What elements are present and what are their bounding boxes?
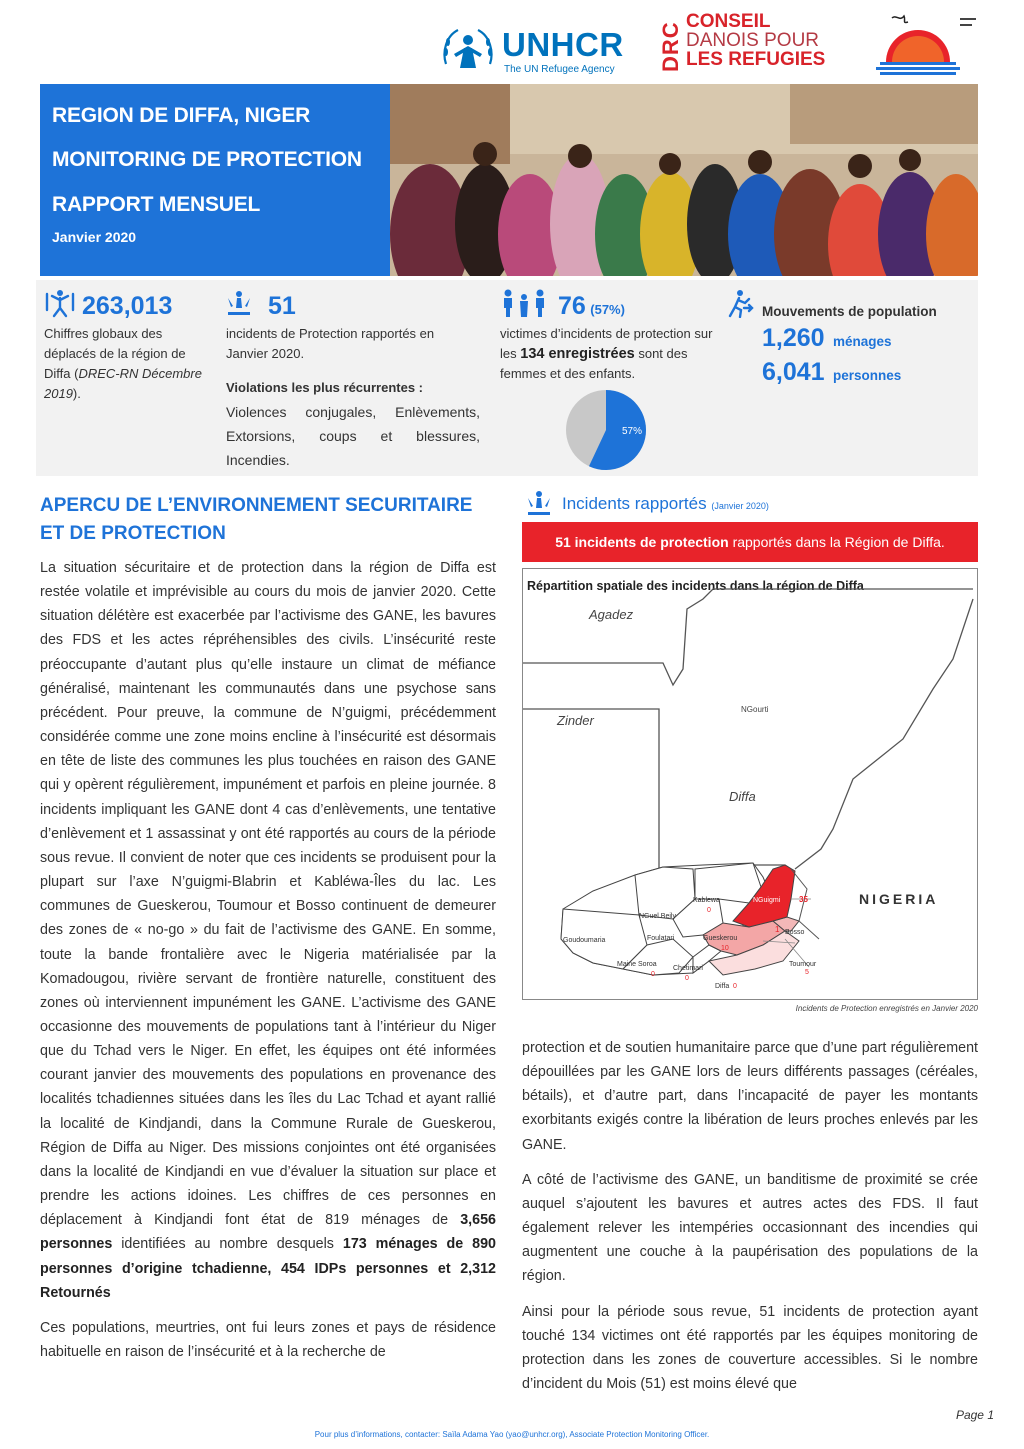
map-value-chetimari: 0 [685,975,689,982]
right-paragraph-2: A côté de l’activisme des GANE, un banditisme de proximité se crée auquel s’ajoutent les bavures et autres actes des FDS. Il faut également relever les intempéries occasionnant des incendies qui augmentent une couche à la paupérisation des populations de la région. [522,1171,978,1285]
report-title-region: REGION DE DIFFA, NIGER [52,104,311,127]
report-title-type: RAPPORT MENSUEL [52,193,261,216]
map-value-bosso: 1 [775,925,780,934]
map-value-diffa: 0 [733,983,737,990]
moving-person-icon [722,288,754,318]
drc-logo [658,12,838,76]
victims-value: 76 [558,292,586,320]
map-value-toumour: 5 [805,969,809,976]
victims-percent: (57%) [590,302,625,317]
map-label-mainesoroa: Maine Soroa [617,961,657,968]
right-column-text [522,1036,978,1407]
households-value: 1,260 [762,324,825,352]
incidents-value: 51 [268,292,296,320]
right-paragraph-3: Ainsi pour la période sous revue, 51 incidents de protection ayant touché 134 victimes ont été rapportés par les équipes monitoring de protection dans les zones de couverture accessibles. Si le nombre d’incident du Mois (51) est moins élevé que [522,1303,978,1393]
displaced-text: Chiffres globaux des déplacés de la région de Diffa ( [44,326,186,381]
article-paragraph-2: Ces populations, meurtries, ont fui leurs zones et pays de résidence habituelle en raison de l’insécurité et à la recherche de [40,1319,496,1360]
displaced-person-icon [44,288,76,318]
map-label-agadez: Agadez [589,607,634,622]
family-icon [500,288,548,318]
map-label-nguelbely: NGuel Beily [639,913,676,920]
victims-registered: 134 enregistrées [520,346,635,362]
displaced-value: 263,013 [82,292,173,320]
map-label-bosso: Bosso [785,929,805,936]
drc-line-3: LES REFUGIES [686,49,826,70]
incidents-text: incidents de Protection rapportés en Janvier 2020. [226,326,435,361]
page-number: Page 1 [955,1408,994,1422]
persons-value: 6,041 [762,358,825,386]
report-title-box [40,84,390,276]
incidents-heading-label: Incidents rapportés [562,494,707,513]
report-title-monitoring: MONITORING DE PROTECTION [52,148,362,171]
incident-icon [224,288,254,318]
persons-label: personnes [833,368,902,383]
victims-pie-chart [564,388,648,472]
map-title: Répartition spatiale des incidents dans la région de Diffa [527,579,864,593]
article-paragraph-1: La situation sécuritaire et de protection dans la région de Diffa est restée volatile et imprévisible au cours du mois de janvier 2020. Cette situation délétère est exacerbée par l’activisme des GANE, les bavures des FDS et les actes répréhensibles des civils. L’insécurité reste préoccupante d’autant plus qu’elle instaure un climat de méfiance généralisé, maintenant les communautés dans une psychose sans précédent. Pour preuve, la commune de N’guigmi, précédemment considérée comme une zone moins encline à l’insécurité est désormais en tête de liste des communes les plus touchées en raison des GANE qui y opèrent régulièrement, impunément et parfois en pleine journée. 8 incidents impliquant les GANE dont 4 cas d’enlèvements, une tentative d’enlèvement et 1 assassinat y ont été rapportés au cours de la période sous revue. Il convient de noter que ces incidents se produisent pour la plupart sur l’axe N’guigmi-Blabrin et Kabléwa-Îles du lac. Les communes de Gueskerou, Toumour et Bosso continuent de demeurer des zones de « no-go » du fait de l’activisme des GANE. En somme, toute la bande frontalière avec le Nigeria matérialisée par la Komadougou, rivière servant de frontière naturelle, constituent des zones où interviennent impunément les GANE. L’activisme des GANE occasionne des mouvements de populations tant à l’intérieur du Niger que du Tchad vers le Niger. En effet, les équipes ont été informées courant janvier des mouvements des populations en provenance des localités tchadiennes situées dans les îles du Lac Tchad et ayant rallié la localité de Kindjandi, dans la Commune Rurale de Gueskerou, Région de Diffa au Niger. Des missions conjointes ont été organisées dans la localité de Kindjandi en vue d’évaluer la situation sur place et prendre les actions idoines. Les chiffres de ces personnes en déplacement à Kindjandi font état de 819 ménages de 3,656 personnes identifiées au nombre desquels 173 ménages de 890 personnes d’origine tchadienne, 454 IDPs personnes et 2,312 Retournés [40,560,496,1301]
map-caption: Incidents de Protection enregistrés en Janvier 2020 [795,1004,978,1013]
drc-line-1: CONSEIL [686,11,771,32]
map-label-nguigmi: NGuigmi [753,897,781,904]
incidents-heading [522,488,978,522]
map-value-kablewa: 0 [707,907,711,914]
map-value-nguigmi: 35 [799,895,808,904]
pie-label: 57% [622,426,643,437]
footer-contact: Pour plus d’informations, contacter: Saïla Adama Yao (yao@unhcr.org), Associate Protection Monitoring Officer. [314,1430,710,1439]
header-logos [440,12,990,76]
map-label-goudoumaria: Goudoumaria [563,937,606,944]
right-paragraph-1: protection et de soutien humanitaire parce que d’une part régulièrement dépouillées par les GANE lors de leurs différents passages (céréales, bétails), et d’autre part, dans l’incapacité de payer les montants exorbitants exigés contre la libération de leurs proches enlevés par les GANE. [522,1040,978,1153]
victims-text: victimes d’incidents de protection sur les [500,326,713,361]
violations-list: Violences conjugales, Enlèvements, Extorsions, coups et blessures, Incendies. [226,404,480,468]
unhcr-name: UNHCR [502,26,624,63]
unhcr-emblem-icon [440,24,496,74]
map-label-diffa-region: Diffa [729,789,756,804]
cover-photo [390,84,978,276]
incidents-heading-period: (Janvier 2020) [711,501,769,511]
incidents-map [522,568,978,1000]
report-date: Janvier 2020 [52,229,137,245]
incidents-banner: 51 incidents de protection rapportés dans la Région de Diffa. [522,522,978,562]
map-value-gueskerou: 10 [721,945,729,952]
article-body [40,556,496,1375]
map-label-toumour: Toumour [789,961,817,968]
drc-line-2: DANOIS POUR [686,30,820,51]
unhcr-subtitle: The UN Refugee Agency [504,64,615,75]
incident-icon [524,488,554,518]
unhcr-logo [440,24,630,74]
map-label-kablewa: Kablewa [693,897,720,904]
map-label-ngourti: NGourti [741,705,769,714]
drc-acronym: DRC [658,21,683,72]
map-label-chetimari: Chetimari [673,965,703,972]
key-figures-band: 263,013 Chiffres globaux des déplacés de la région de Diffa (DREC-RN Décembre 2019). 51 incidents de Protection rapportés en Janvier 2020. Violations les plus récurrentes : Violences conjugales, Enlèvements, Extorsions, coups et blessures, Incendies. 76 (57%) victimes d’incidents de protection sur les 134 enregistrées sont des femmes et des enfants. 57% Mouvements de population 1,260 ménages 6,041 personnes [36,280,978,476]
partner-sun-logo-icon [862,12,980,76]
map-value-mainesoroa: 0 [651,971,655,978]
movements-title: Mouvements de population [762,304,937,319]
displaced-source: DREC-RN Décembre 2019 [44,366,202,401]
map-label-zinder: Zinder [557,713,594,728]
map-label-diffa: Diffa [715,983,730,990]
section-title: APERCU DE L’ENVIRONNEMENT SECURITAIRE ET DE PROTECTION [40,495,473,544]
map-label-nigeria: NIGERIA [859,891,939,907]
households-label: ménages [833,334,892,349]
map-label-gueskerou: Gueskerou [703,935,738,942]
violations-title: Violations les plus récurrentes : [226,380,423,395]
map-label-foulatari: Foulatari [647,935,675,942]
